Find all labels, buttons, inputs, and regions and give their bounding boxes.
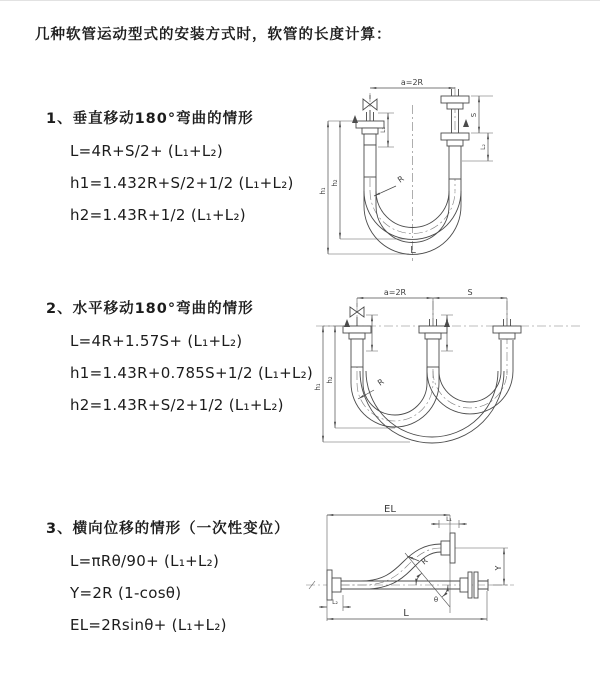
- dim-label-r: R: [419, 556, 430, 567]
- flow-arrow-icon: [344, 319, 350, 327]
- valve-icon: [363, 95, 377, 121]
- section-lateral-displacement: [46, 517, 290, 648]
- page-title: 几种软管运动型式的安装方式时，软管的长度计算：: [35, 27, 392, 43]
- dim-label-h1: h₁: [314, 383, 322, 391]
- braid-section: [449, 146, 461, 179]
- dim-label-r: R: [395, 174, 406, 185]
- dim-label-r: R: [375, 377, 386, 388]
- left-flange: [327, 570, 341, 600]
- section-vertical-bend: [46, 107, 294, 238]
- flow-arrow-icon: [352, 115, 358, 123]
- left-fitting: [356, 112, 384, 177]
- diagram-horizontal-bend: [310, 283, 586, 475]
- flow-arrow-icon: [463, 119, 469, 127]
- fitting-2: [419, 326, 447, 367]
- formula-line: h1=1.432R+S/2+1/2 (L₁+L₂): [70, 174, 294, 192]
- diagram-vertical-bend: [312, 73, 588, 265]
- dimensions: [328, 88, 493, 254]
- right-fitting: [441, 89, 469, 179]
- dim-label-a2r: a=2R: [383, 288, 407, 297]
- braid-section: [427, 339, 439, 367]
- formula-line: L=πRθ/90+ (L₁+L₂): [70, 552, 220, 570]
- dim-label-l1: L₁: [380, 127, 387, 133]
- section-3-heading: 3、横向位移的情形（一次性变位）: [46, 521, 290, 537]
- dim-label-a2r: a=2R: [400, 78, 424, 87]
- dim-label-theta: θ: [433, 596, 439, 604]
- formula-line: L=4R+1.57S+ (L₁+L₂): [70, 332, 243, 350]
- pipe-stubs: [430, 319, 511, 326]
- formula-line: h2=1.43R+S/2+1/2 (L₁+L₂): [70, 396, 284, 414]
- braid-section: [364, 145, 376, 177]
- dimensions-top: [357, 298, 507, 326]
- dim-label-el: EL: [384, 504, 396, 515]
- dim-label-s: S: [467, 288, 473, 297]
- formula-line: h2=1.43R+1/2 (L₁+L₂): [70, 206, 246, 224]
- formula-line: h1=1.43R+0.785S+1/2 (L₁+L₂): [70, 364, 314, 382]
- section-2-heading: 2、水平移动180°弯曲的情形: [46, 301, 254, 317]
- dim-label-l: L: [410, 245, 416, 256]
- section-horizontal-bend: [46, 297, 313, 428]
- dim-label-h1: h₁: [319, 187, 327, 195]
- dim-label-y: Y: [494, 565, 503, 571]
- dim-label-s: S: [470, 112, 478, 118]
- braid-section: [351, 339, 363, 367]
- dim-label-l2: L₂: [480, 144, 487, 150]
- fitting-1: [343, 326, 371, 367]
- diagram-lateral-displacement: [298, 499, 596, 657]
- dim-label-l1: L₁: [446, 516, 452, 523]
- dim-label-l: L: [403, 608, 409, 619]
- fitting-3: [493, 326, 521, 339]
- section-1-heading: 1、垂直移动180°弯曲的情形: [46, 111, 254, 127]
- dim-label-h2: h₂: [326, 376, 334, 384]
- formula-line: Y=2R (1-cosθ): [70, 584, 182, 602]
- formula-line: EL=2Rsinθ+ (L₁+L₂): [70, 616, 227, 634]
- dim-label-l2: L₂: [332, 599, 338, 606]
- dim-label-h2: h₂: [331, 179, 339, 187]
- formula-line: L=4R+S/2+ (L₁+L₂): [70, 142, 224, 160]
